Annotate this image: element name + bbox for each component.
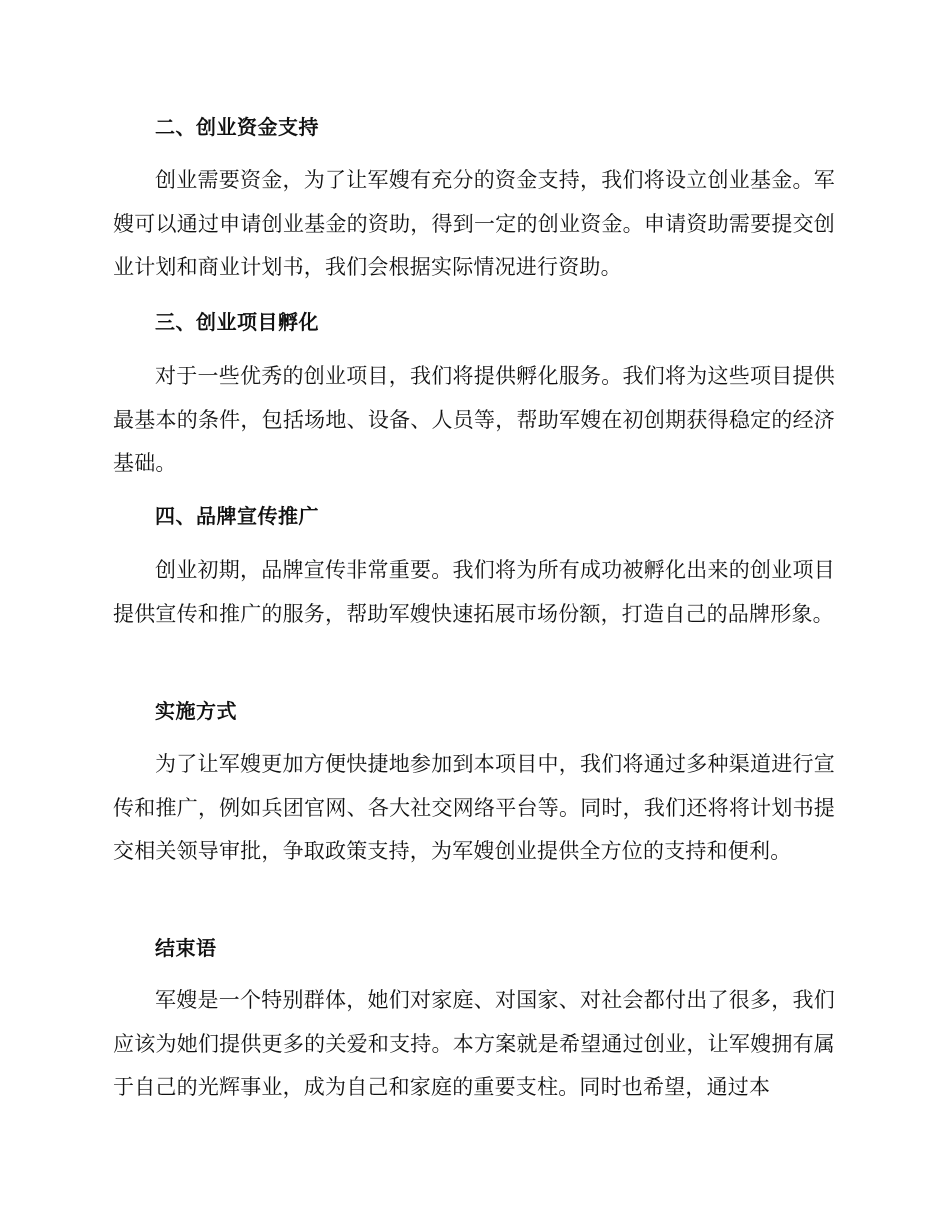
section-heading-implementation: 实施方式 <box>155 699 237 723</box>
section-heading-branding: 四、品牌宣传推广 <box>155 504 319 528</box>
section-body-incubation <box>113 355 835 486</box>
section-body-funding <box>113 159 835 290</box>
paragraph: 军嫂是一个特别群体，她们对家庭、对国家、对社会都付出了很多，我们应该为她们提供更多的关爱和支持。本方案就是希望通过创业，让军嫂拥有属于自己的光辉事业，成为自己和家庭的重要支柱。同时也希望，通过本 <box>113 988 835 1099</box>
section-body-conclusion <box>113 979 835 1110</box>
section-heading-conclusion: 结束语 <box>155 936 217 960</box>
paragraph: 对于一些优秀的创业项目，我们将提供孵化服务。我们将为这些项目提供最基本的条件，包括场地、设备、人员等，帮助军嫂在初创期获得稳定的经济基础。 <box>113 364 835 475</box>
section-body-implementation <box>113 743 835 874</box>
paragraph: 创业初期，品牌宣传非常重要。我们将为所有成功被孵化出来的创业项目提供宣传和推广的服务，帮助军嫂快速拓展市场份额，打造自己的品牌形象。 <box>113 558 835 626</box>
paragraph: 创业需要资金，为了让军嫂有充分的资金支持，我们将设立创业基金。军嫂可以通过申请创业基金的资助，得到一定的创业资金。申请资助需要提交创业计划和商业计划书，我们会根据实际情况进行资助。 <box>113 168 835 279</box>
section-body-branding <box>113 549 835 636</box>
section-heading-funding: 二、创业资金支持 <box>155 115 319 139</box>
section-heading-incubation: 三、创业项目孵化 <box>155 310 319 334</box>
paragraph: 为了让军嫂更加方便快捷地参加到本项目中，我们将通过多种渠道进行宣传和推广，例如兵团官网、各大社交网络平台等。同时，我们还将将计划书提交相关领导审批，争取政策支持，为军嫂创业提供全方位的支持和便利。 <box>113 752 835 863</box>
